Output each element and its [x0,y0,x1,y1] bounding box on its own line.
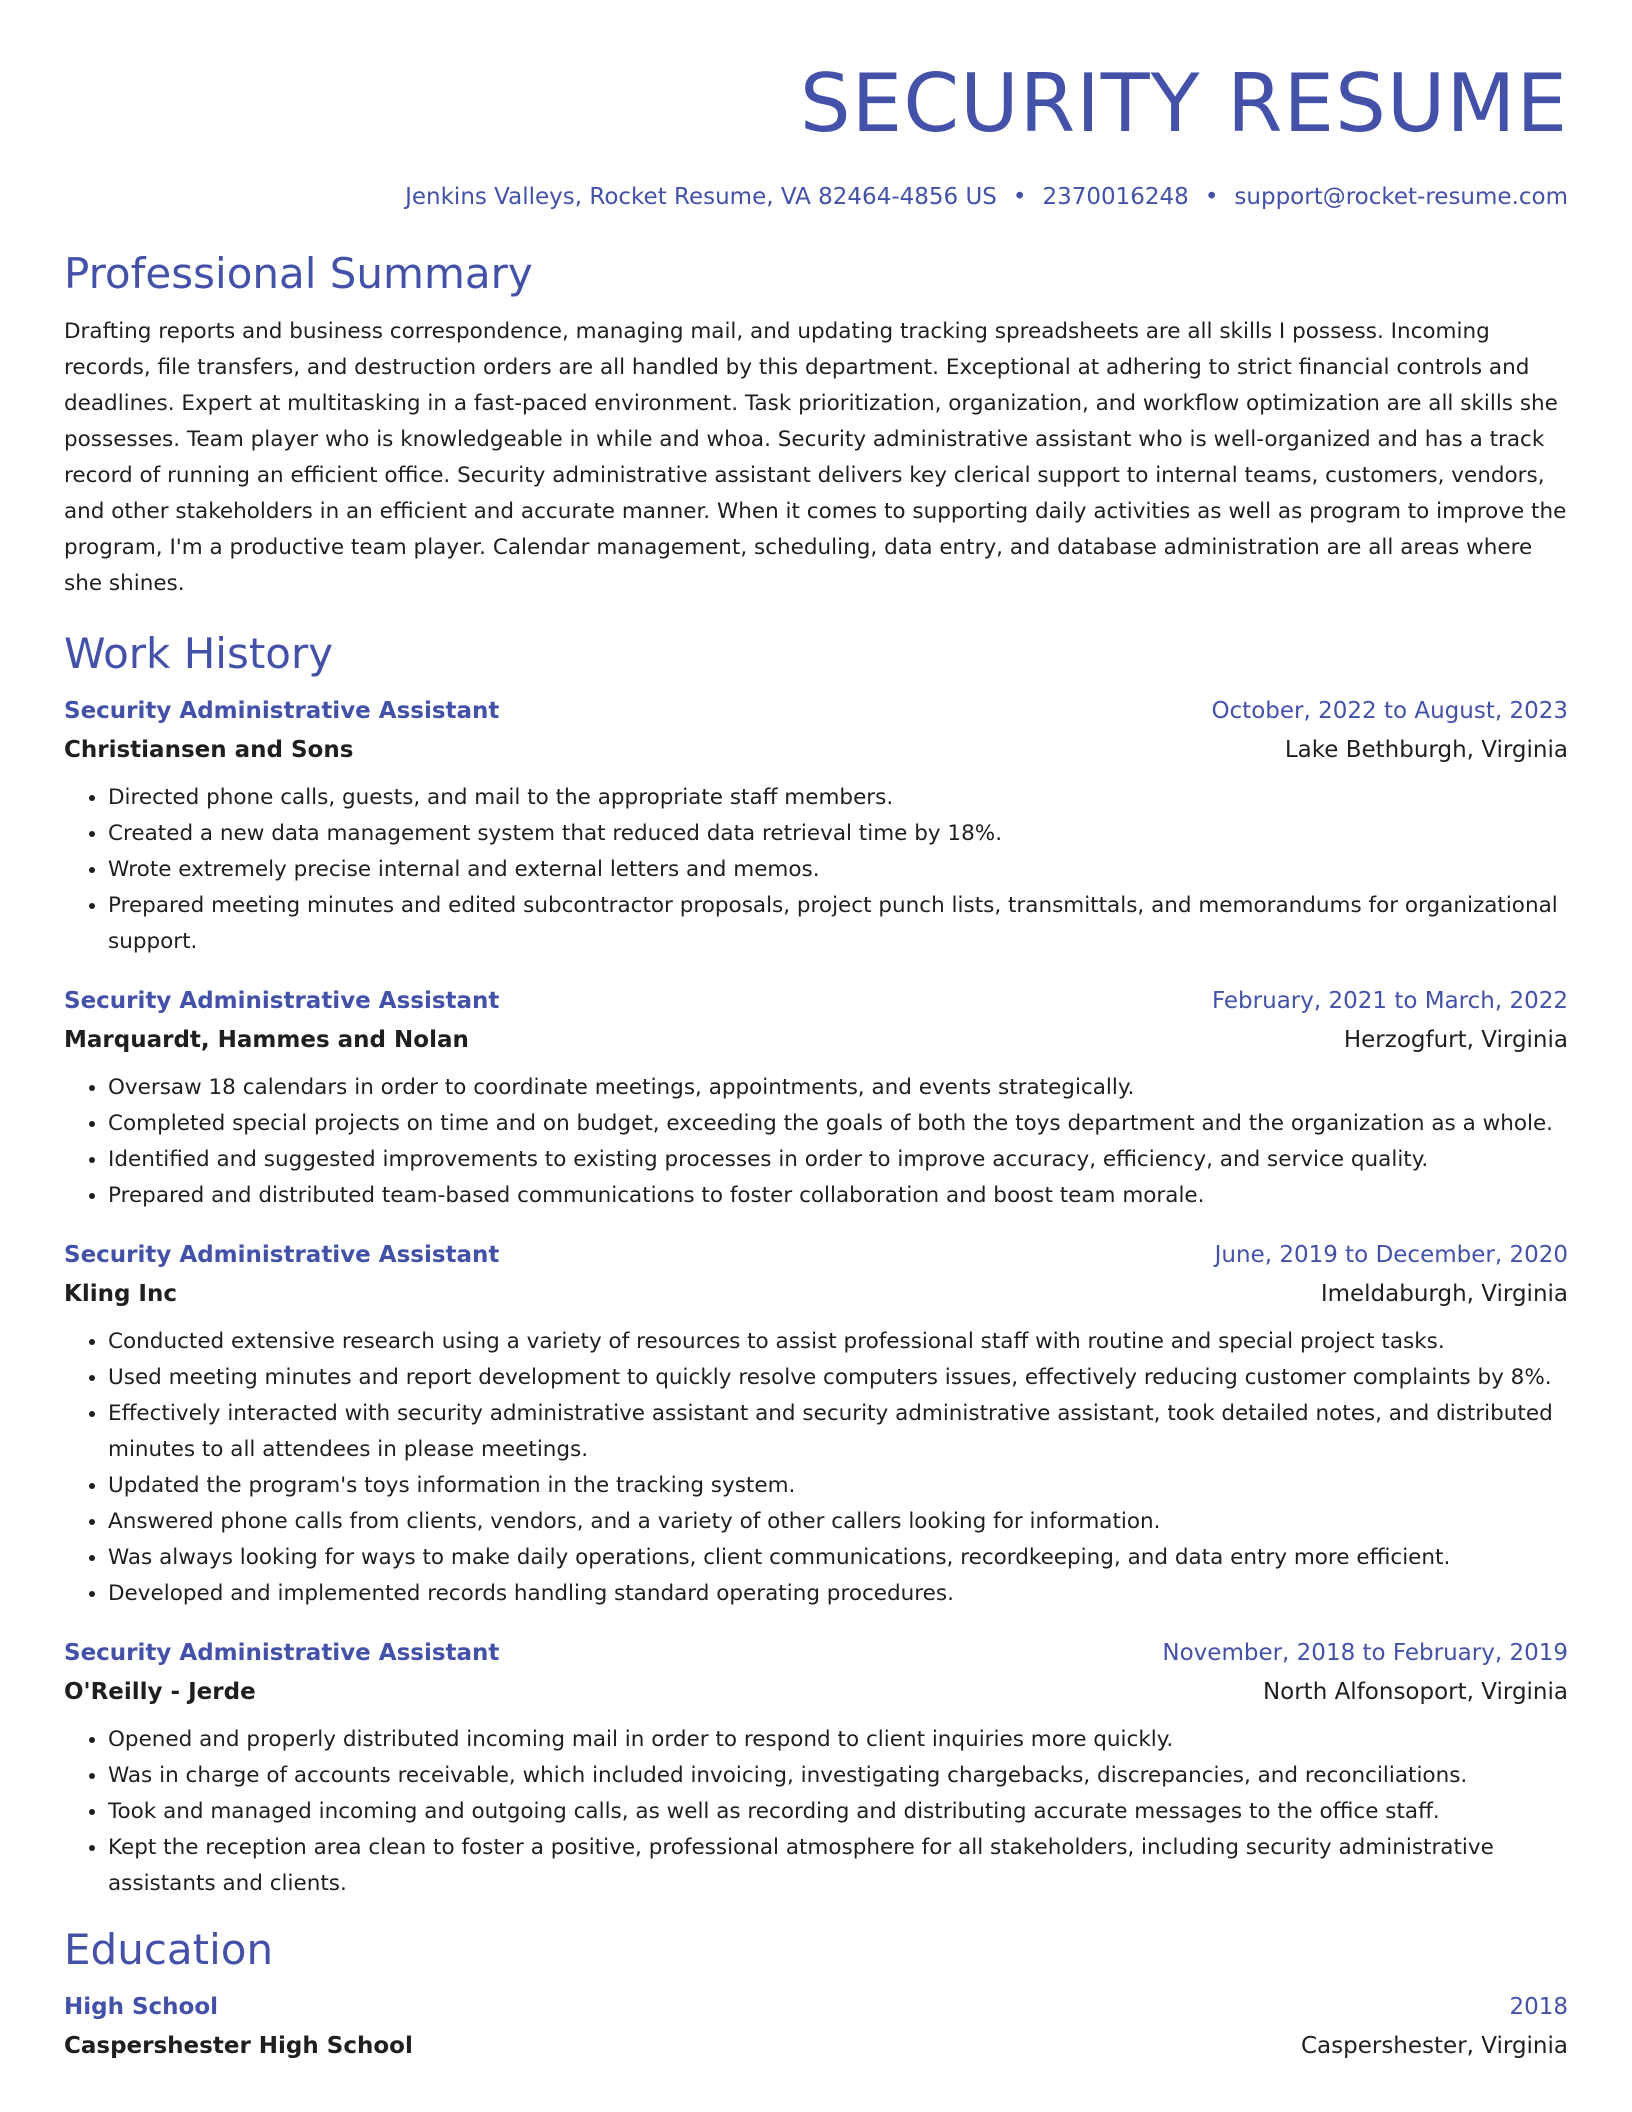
job-bullet: • Used meeting minutes and report development to quickly resolve computers issues, effectively reducing customer complaints by 8%. [108,1360,1568,1396]
job-employer: O'Reilly - Jerde [64,1679,256,1705]
job-employer-row [64,730,1568,770]
job-bullet: • Effectively interacted with security administrative assistant and security administrative assistant, took detailed notes, and distributed minutes to all attendees in please meetings. [108,1396,1568,1468]
job-bullet: • Updated the program's toys information in the tracking system. [108,1468,1568,1504]
job-employer-row [64,1672,1568,1712]
job-employer-row [64,1274,1568,1314]
job-entry [64,1236,1568,1612]
job-bullet: • Kept the reception area clean to foster a positive, professional atmosphere for all stakeholders, including security administrative assistants and clients. [108,1830,1568,1902]
job-title: Security Administrative Assistant [64,1640,500,1666]
education-school: Caspershester High School [64,2033,413,2059]
job-bullet-list [64,1324,1568,1612]
job-employer-row [64,1020,1568,1060]
job-bullet: • Conducted extensive research using a variety of resources to assist professional staff with routine and special project tasks. [108,1324,1568,1360]
job-header-row [64,982,1568,1020]
summary-text: Drafting reports and business correspondence, managing mail, and updating tracking spreadsheets are all skills I possess. Incoming records, file transfers, and destruction orders are all handled by this department. Exceptional at adhering to strict financial controls and deadlines. Expert at multitasking in a fast-paced environment. Task prioritization, organization, and workflow optimization are all skills she possesses. Team player who is knowledgeable in while and whoa. Security administrative assistant who is well-organized and has a track record of running an efficient office. Security administrative assistant delivers key clerical support to internal teams, customers, vendors, and other stakeholders in an efficient and accurate manner. When it comes to supporting daily activities as well as program to improve the program, I'm a productive team player. Calendar management, scheduling, data entry, and database administration are all areas where she shines. [64,319,1567,596]
job-bullet: • Prepared and distributed team-based communications to foster collaboration and boost team morale. [108,1178,1568,1214]
job-entry [64,982,1568,1214]
job-header-row [64,692,1568,730]
job-bullet: • Created a new data management system that reduced data retrieval time by 18%. [108,816,1568,852]
job-employer: Christiansen and Sons [64,737,354,763]
contact-email: support@rocket-resume.com [1234,184,1568,210]
job-bullet-list [64,780,1568,960]
section-title-summary: Professional Summary [64,249,533,298]
job-bullet: • Oversaw 18 calendars in order to coordinate meetings, appointments, and events strategically. [108,1070,1568,1106]
job-bullet: • Prepared meeting minutes and edited subcontractor proposals, project punch lists, transmittals, and memorandums for organizational support. [108,888,1568,960]
job-bullet: • Answered phone calls from clients, vendors, and a variety of other callers looking for information. [108,1504,1568,1540]
job-header-row [64,1634,1568,1672]
job-bullet: • Identified and suggested improvements to existing processes in order to improve accuracy, efficiency, and service quality. [108,1142,1568,1178]
job-location: Lake Bethburgh, Virginia [1284,737,1568,763]
job-location: Imeldaburgh, Virginia [1320,1281,1568,1307]
contact-line [64,182,1568,212]
job-header-row [64,1236,1568,1274]
job-title: Security Administrative Assistant [64,988,500,1014]
job-entry [64,1634,1568,1902]
job-location: Herzogfurt, Virginia [1343,1027,1568,1053]
job-employer: Kling Inc [64,1281,178,1307]
education-degree: High School [64,1994,219,2020]
contact-separator: • [1012,184,1027,210]
job-bullet: • Directed phone calls, guests, and mail to the appropriate staff members. [108,780,1568,816]
contact-address: Jenkins Valleys, Rocket Resume, VA 82464-4856 US [405,184,997,210]
resume-page [64,0,1568,2066]
resume-name: SECURITY RESUME [799,57,1568,150]
job-bullet: • Wrote extremely precise internal and external letters and memos. [108,852,1568,888]
job-bullet-list [64,1722,1568,1902]
job-entry [64,692,1568,960]
job-employer: Marquardt, Hammes and Nolan [64,1027,469,1053]
job-dates: February, 2021 to March, 2022 [1211,988,1568,1014]
job-title: Security Administrative Assistant [64,698,500,724]
section-title-work-history: Work History [64,629,334,678]
job-dates: October, 2022 to August, 2023 [1211,698,1568,724]
contact-phone: 2370016248 [1042,184,1189,210]
job-dates: November, 2018 to February, 2019 [1162,1640,1568,1666]
contact-separator: • [1204,184,1219,210]
education-year: 2018 [1509,1994,1568,2020]
education-entry [64,1988,1568,2066]
job-bullet-list [64,1070,1568,1214]
education-header-row [64,1988,1568,2026]
job-dates: June, 2019 to December, 2020 [1214,1242,1568,1268]
job-title: Security Administrative Assistant [64,1242,500,1268]
education-list [64,1988,1568,2066]
education-location: Caspershester, Virginia [1300,2033,1568,2059]
job-bullet: • Opened and properly distributed incoming mail in order to respond to client inquiries more quickly. [108,1722,1568,1758]
job-bullet: • Developed and implemented records handling standard operating procedures. [108,1576,1568,1612]
section-title-education: Education [64,1925,274,1974]
job-bullet: • Was in charge of accounts receivable, which included invoicing, investigating chargebacks, discrepancies, and reconciliations. [108,1758,1568,1794]
job-bullet: • Was always looking for ways to make daily operations, client communications, recordkeeping, and data entry more efficient. [108,1540,1568,1576]
job-location: North Alfonsoport, Virginia [1262,1679,1568,1705]
job-bullet: • Completed special projects on time and on budget, exceeding the goals of both the toys department and the organization as a whole. [108,1106,1568,1142]
education-school-row [64,2026,1568,2066]
job-bullet: • Took and managed incoming and outgoing calls, as well as recording and distributing accurate messages to the office staff. [108,1794,1568,1830]
work-history-list [64,692,1568,1902]
